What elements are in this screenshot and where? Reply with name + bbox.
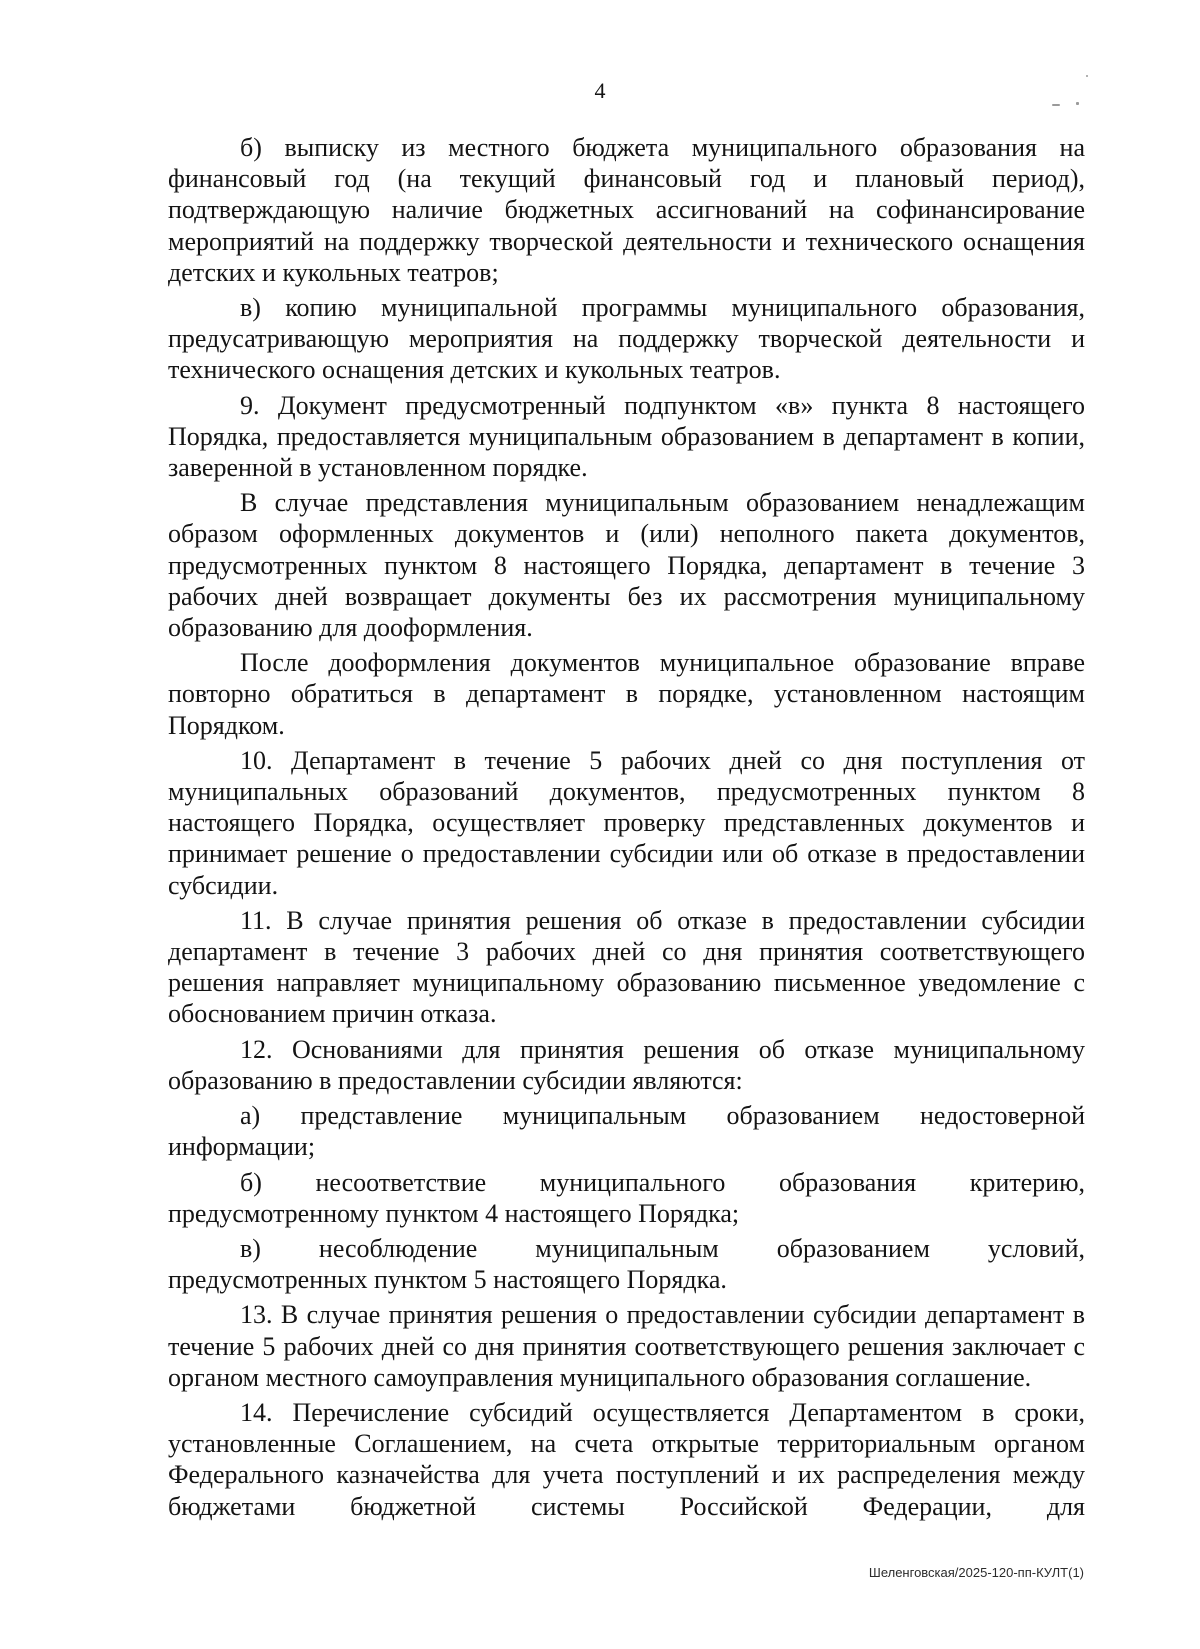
scan-speck — [1076, 102, 1079, 105]
paragraph-8v: в) копию муниципальной программы муниципального образования, предусатривающую мероприятия на поддержку творческой деятельности и технического оснащения детских и кукольных театров. — [168, 293, 1085, 385]
document-body — [168, 132, 1085, 1522]
paragraph-9: 9. Документ предусмотренный подпунктом «в» пункта 8 настоящего Порядка, предоставляется муниципальным образованием в департамент в копии, заверенной в установленном порядке. — [168, 390, 1085, 483]
paragraph-12b: б) несоответствие муниципального образования критерию, предусмотренному пунктом 4 настоящего Порядка; — [168, 1167, 1085, 1228]
scan-speck — [1086, 75, 1088, 77]
paragraph-11: 11. В случае принятия решения об отказе в предоставлении субсидии департамент в течение 3 рабочих дней со дня принятия соответствующего решения направляет муниципальному образованию письменное уведомление с обоснованием причин отказа. — [168, 905, 1085, 1029]
paragraph-8b: б) выписку из местного бюджета муниципального образования на финансовый год (на текущий финансовый год и плановый период), подтверждающую наличие бюджетных ассигнований на софинансирование мероприятий на поддержку творческой деятельности и технического оснащения детских и кукольных театров; — [168, 133, 1085, 287]
paragraph-12a: а) представление муниципальным образованием недостоверной информации; — [168, 1101, 1085, 1162]
paragraph-9-resubmit: После дооформления документов муниципальное образование вправе повторно обратиться в департамент в порядке, установленном настоящим Порядком. — [168, 648, 1085, 740]
paragraph-10: 10. Департамент в течение 5 рабочих дней со дня поступления от муниципальных образований документов, предусмотренных пунктом 8 настоящего Порядка, осуществляет проверку представленных документов и принимает решение о предоставлении субсидии или об отказе в предоставлении субсидии. — [168, 745, 1085, 900]
paragraph-12: 12. Основаниями для принятия решения об отказе муниципальному образованию в предоставлении субсидии являются: — [168, 1034, 1085, 1095]
paragraph-12v: в) несоблюдение муниципальным образованием условий, предусмотренных пунктом 5 настоящего Порядка. — [168, 1233, 1085, 1295]
page-number: 4 — [594, 78, 606, 103]
document-code: Шеленговская/2025-120-пп-КУЛТ(1) — [868, 1565, 1084, 1580]
paragraph-13: 13. В случае принятия решения о предоставлении субсидии департамент в течение 5 рабочих дней со дня принятия соответствующего решения заключает с органом местного самоуправления муниципального образования соглашение. — [168, 1300, 1085, 1392]
paragraph-9-return: В случае представления муниципальным образованием ненадлежащим образом оформленных документов и (или) неполного пакета документов, предусмотренных пунктом 8 настоящего Порядка, департамент в течение 3 рабочих дней возвращает документы без их рассмотрения муниципальному образованию для дооформления. — [168, 488, 1085, 643]
paragraph-14: 14. Перечисление субсидий осуществляется Департаментом в сроки, установленные Соглашением, на счета открытые территориальным органом Федерального казначейства для учета поступлений и их распределения между бюджетами бюджетной системы Российской Федерации, для — [168, 1397, 1085, 1521]
scan-speck — [1052, 104, 1060, 106]
